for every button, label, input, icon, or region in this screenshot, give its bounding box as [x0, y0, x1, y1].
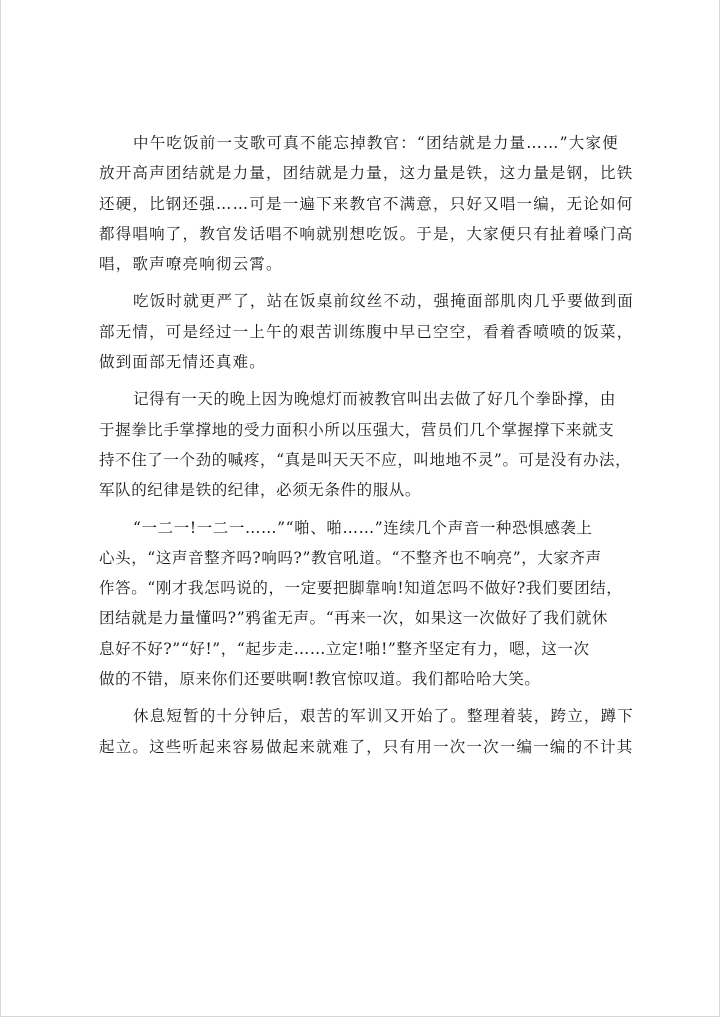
- paragraph-lunch-song: 中午吃饭前一支歌可真不能忘掉教官：“团结就是力量……”大家便 放开高声团结就是力量，团结就是力量，这力量是铁，这力量是钢，比铁 还硬，比钢还强……可是一遍下来教官不满意，只好又唱一编，无论如何 都得唱响了，教官发话唱不响就别想吃饭。于是，大家便只有扯着嗓门高 唱，歌声嘹亮响彻云霄。: [99, 134, 634, 274]
- document-body: [99, 128, 659, 769]
- paragraph-push-ups: 记得有一天的晚上因为晚熄灯而被教官叫出去做了好几个拳卧撑，由 于握拳比手掌撑地的受力面积小所以压强大，营员们几个掌握撑下来就支 持不住了一个劲的喊疼，“真是叫天天不应，叫地地不灵”。可是没有办法， 军队的纪律是铁的纪律，必须无条件的服从。: [99, 390, 632, 500]
- paragraph-marching-drill: “一二一!一二一……”“啪、啪……”连续几个声音一种恐惧感袭上 心头，“这声音整齐吗?响吗?”教官吼道。“不整齐也不响亮”，大家齐声 作答。“刚才我怎吗说的，一定要把脚靠响!知道怎吗不做好?我们要团结， 团结就是力量懂吗?”鸦雀无声。“再来一次，如果这一次做好了我们就休 息好不好?”“好!”，“起步走……立定!啪!”整齐坚定有力，嗯，这一次 做的不错，原来你们还要哄啊!教官惊叹道。我们都哈哈大笑。: [99, 518, 623, 689]
- paragraph-meal-discipline: 吃饭时就更严了，站在饭桌前纹丝不动，强掩面部肌肉几乎要做到面 部无情，可是经过一上午的艰苦训练腹中早已空空，看着香喷喷的饭菜， 做到面部无情还真难。: [99, 292, 635, 372]
- paragraph-break-training: 休息短暂的十分钟后，艰苦的军训又开始了。整理着装，跨立，蹲下 起立。这些听起来容易做起来就难了，只有用一次一次一编一编的不计其: [99, 707, 635, 756]
